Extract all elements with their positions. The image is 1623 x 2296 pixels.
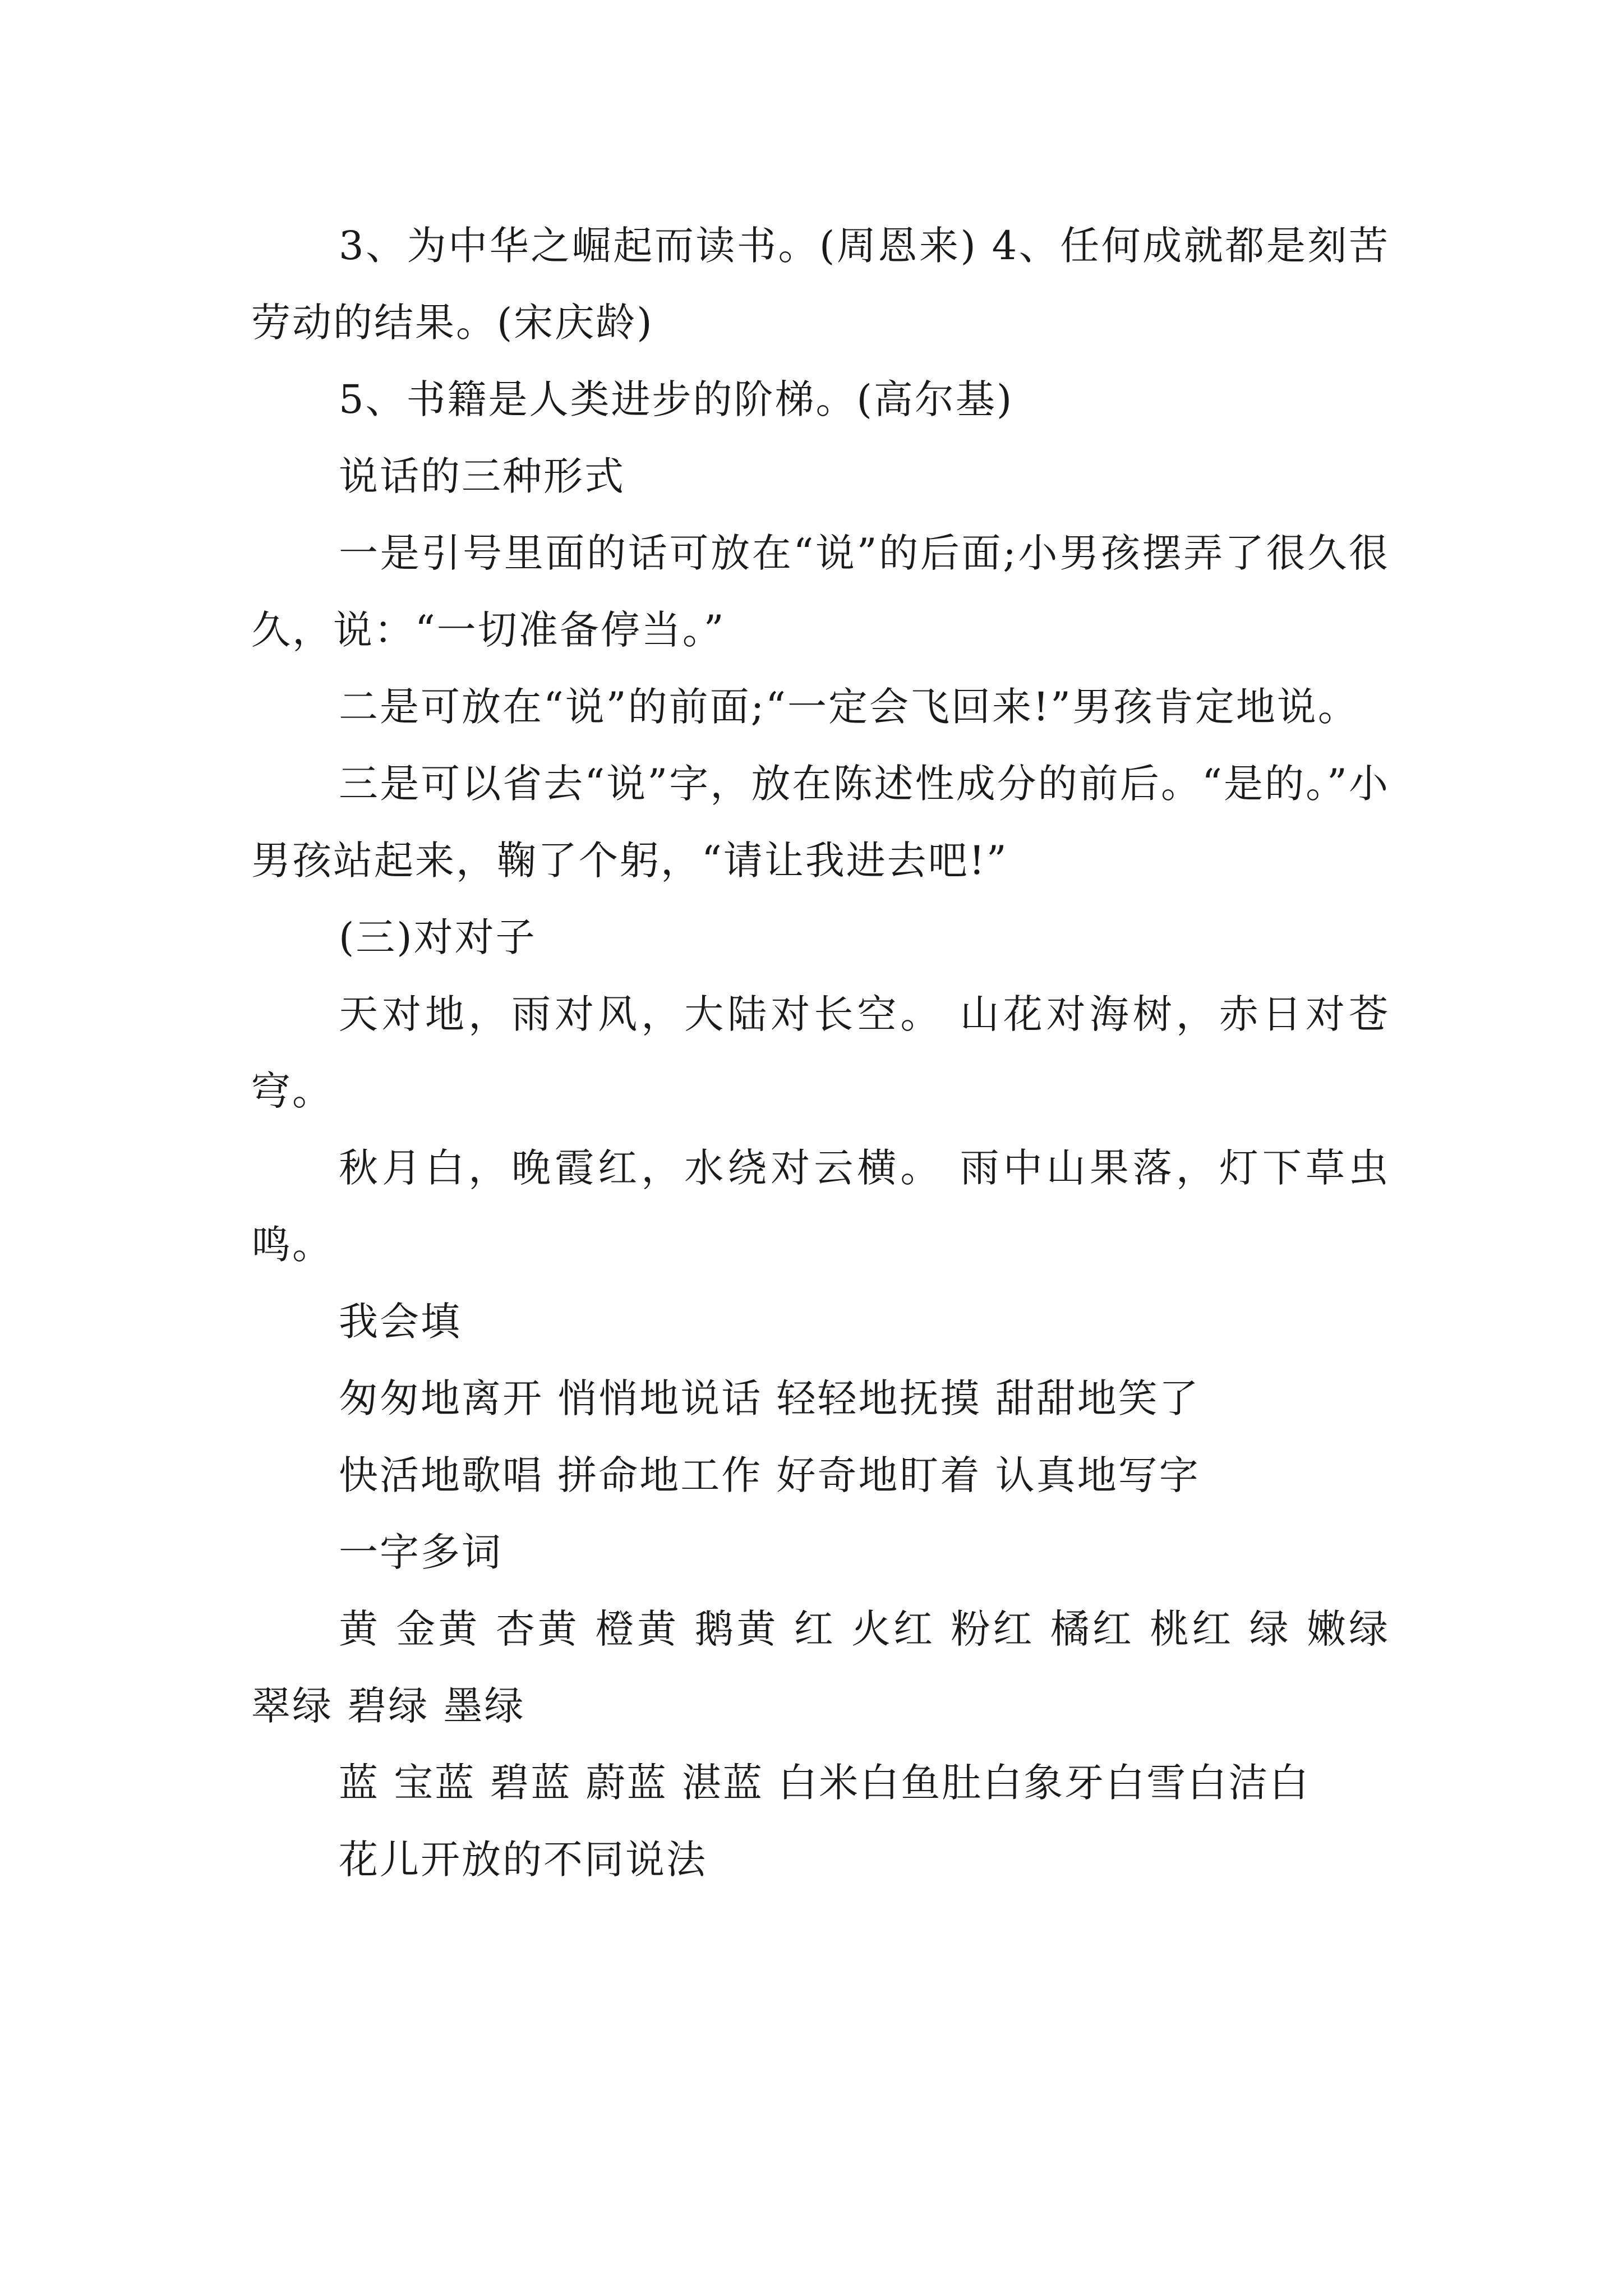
paragraph-couplet-one: 天对地，雨对风，大陆对长空。 山花对海树，赤日对苍穹。 xyxy=(251,991,1390,1114)
paragraph-fill-one: 匆匆地离开 悄悄地说话 轻轻地抚摸 甜甜地笑了 xyxy=(339,1375,1200,1421)
paragraph-colors-blue-white: 蓝 宝蓝 碧蓝 蔚蓝 湛蓝 白米白鱼肚白象牙白雪白洁白 xyxy=(339,1760,1311,1806)
paragraph-fill-two: 快活地歌唱 拼命地工作 好奇地盯着 认真地写字 xyxy=(339,1452,1200,1498)
paragraph-colors-yellow-red-green: 黄 金黄 杏黄 橙黄 鹅黄 红 火红 粉红 橘红 桃红 绿 嫩绿 翠绿 碧绿 墨绿 xyxy=(251,1606,1390,1729)
paragraph-quote-gorky: 5、书籍是人类进步的阶梯。(高尔基) xyxy=(339,376,1014,422)
section-heading-couplets: (三)对对子 xyxy=(339,914,537,960)
section-heading-fill: 我会填 xyxy=(339,1299,462,1345)
section-heading-multi-words: 一字多词 xyxy=(339,1529,502,1575)
paragraph-form-two: 二是可放在“说”的前面;“一定会飞回来!”男孩肯定地说。 xyxy=(339,684,1359,730)
document-body xyxy=(251,208,1390,1898)
paragraph-form-one: 一是引号里面的话可放在“说”的后面;小男孩摆弄了很久很久，说：“一切准备停当。” xyxy=(251,530,1390,653)
section-heading-flowers: 花儿开放的不同说法 xyxy=(339,1837,707,1883)
paragraph-form-three: 三是可以省去“说”字，放在陈述性成分的前后。“是的。”小男孩站起来，鞠了个躬，“请让我进去吧!” xyxy=(251,761,1390,884)
section-heading-speech-forms: 说话的三种形式 xyxy=(339,453,625,499)
paragraph-quotes: 3、为中华之崛起而读书。(周恩来) 4、任何成就都是刻苦劳动的结果。(宋庆龄) xyxy=(251,223,1390,346)
paragraph-couplet-two: 秋月白，晚霞红，水绕对云横。 雨中山果落，灯下草虫鸣。 xyxy=(251,1145,1390,1268)
